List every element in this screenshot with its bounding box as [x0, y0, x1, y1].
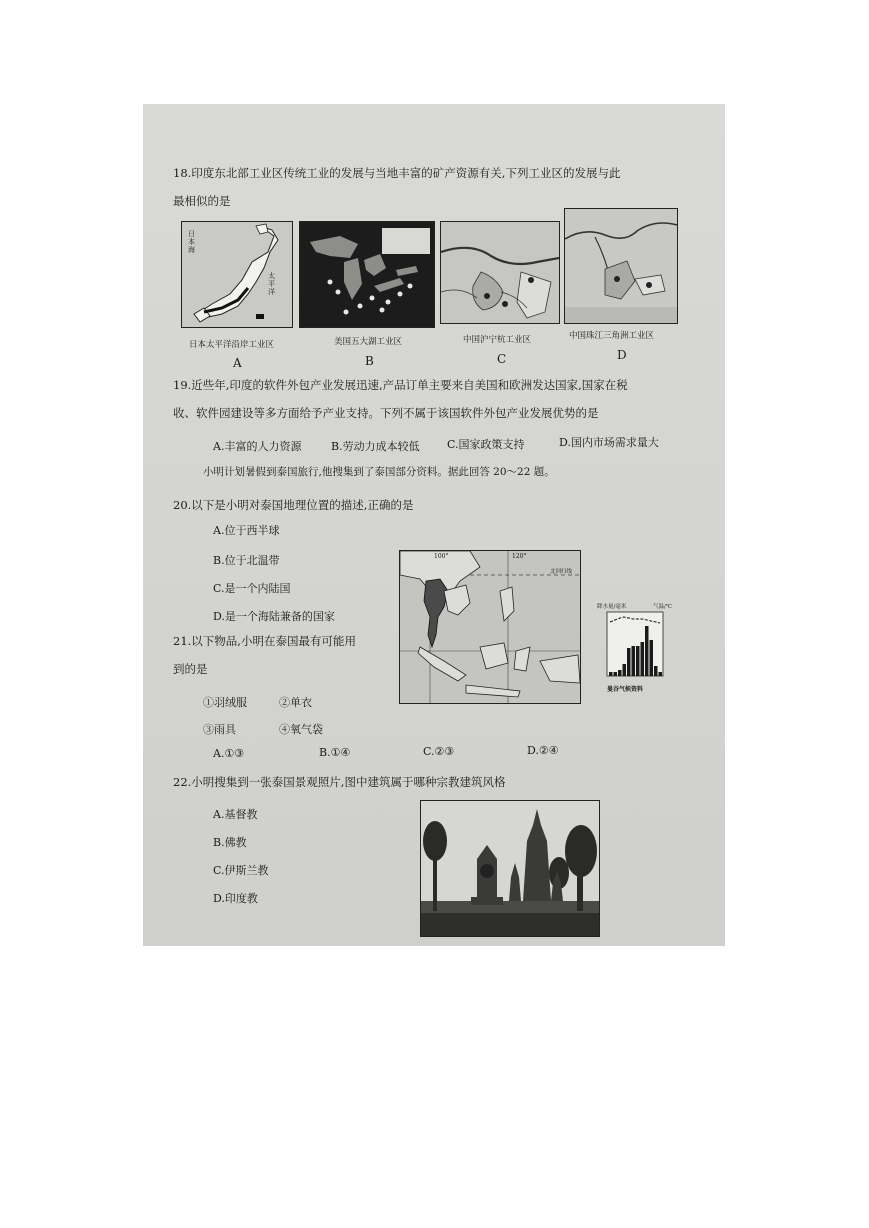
q21-item-4: ④氧气袋 — [279, 723, 323, 736]
q21-option-a: A.①③ — [213, 747, 245, 760]
temple-photo-graphic — [421, 801, 599, 936]
q21-option-b: B.①④ — [319, 746, 351, 759]
q21-stem-line2: 到的是 — [173, 662, 208, 676]
q22-stem: 22.小明搜集到一张泰国景观照片,图中建筑属于哪种宗教建筑风格 — [173, 775, 506, 789]
map-pearl-river-delta — [564, 208, 678, 324]
lon-label-120: 120° — [512, 553, 527, 560]
q19-option-c: C.国家政策支持 — [447, 438, 525, 451]
temp-axis-label: 气温/℃ — [653, 604, 673, 610]
q19-stem-line1: 19.近些年,印度的软件外包产业发展迅速,产品订单主要来自美国和欧洲发达国家,国家在税 — [173, 378, 628, 392]
q20-stem: 20.以下是小明对泰国地理位置的描述,正确的是 — [173, 498, 414, 512]
sea-label-japan-sea: 日本海 — [188, 230, 195, 254]
q20-option-c: C.是一个内陆国 — [213, 582, 291, 595]
q22-option-c: C.伊斯兰教 — [213, 864, 269, 877]
q21-stem-line1: 21.以下物品,小明在泰国最有可能用 — [173, 634, 356, 648]
great-lakes-map-graphic — [300, 222, 434, 327]
q21-item-1: ①羽绒服 — [203, 696, 247, 709]
tropic-of-cancer-label: 北回归线 — [550, 569, 573, 575]
bangkok-climate-chart — [597, 602, 679, 694]
climate-caption: 曼谷气候资料 — [607, 686, 644, 693]
q19-option-a: A.丰富的人力资源 — [213, 440, 302, 453]
q19-option-d: D.国内市场需求量大 — [559, 436, 659, 449]
q19-stem-line2: 收、软件园建设等多方面给予产业支持。下列不属于该国软件外包产业发展优势的是 — [173, 406, 599, 420]
ocean-label-pacific: 太平洋 — [268, 272, 275, 296]
option-letter-c: C — [497, 352, 507, 366]
map-southeast-asia — [399, 550, 581, 704]
map-japan-pacific — [181, 221, 293, 328]
map-d-caption: 中国珠江三角洲工业区 — [569, 331, 655, 341]
q22-option-d: D.印度教 — [213, 892, 258, 905]
thai-temple-photo — [420, 800, 600, 937]
lon-label-100: 100° — [434, 553, 449, 560]
q22-option-a: A.基督教 — [213, 808, 258, 821]
q21-option-d: D.②④ — [527, 744, 559, 757]
q18-stem-line1: 18.印度东北部工业区传统工业的发展与当地丰富的矿产资源有关,下列工业区的发展与此 — [173, 166, 621, 180]
q18-stem-line2: 最相似的是 — [173, 194, 231, 208]
q21-option-c: C.②③ — [423, 745, 455, 758]
q21-item-3: ③雨具 — [203, 723, 236, 736]
option-letter-d: D — [617, 348, 627, 362]
q21-item-2: ②单衣 — [279, 696, 312, 709]
q20-option-b: B.位于北温带 — [213, 554, 280, 567]
map-c-caption: 中国沪宁杭工业区 — [463, 335, 532, 345]
pearl-river-map-graphic — [565, 209, 677, 323]
option-letter-b: B — [365, 354, 374, 368]
q22-option-b: B.佛教 — [213, 836, 247, 849]
climate-chart-graphic — [597, 610, 679, 682]
option-letter-a: A — [233, 356, 242, 370]
precip-axis-label: 降水量/毫米 — [597, 604, 627, 610]
exam-page — [143, 104, 725, 946]
q20-option-a: A.位于西半球 — [213, 524, 280, 537]
map-us-great-lakes — [299, 221, 435, 328]
map-a-caption: 日本太平洋沿岸工业区 — [189, 340, 275, 350]
map-b-caption: 美国五大湖工业区 — [334, 337, 403, 347]
hu-ning-hang-map-graphic — [441, 222, 559, 323]
map-hu-ning-hang — [440, 221, 560, 324]
q19-option-b: B.劳动力成本较低 — [331, 440, 420, 453]
q20-option-d: D.是一个海陆兼备的国家 — [213, 610, 335, 623]
section-intro: 小明计划暑假到泰国旅行,他搜集到了泰国部分资料。据此回答 20～22 题。 — [203, 466, 555, 478]
